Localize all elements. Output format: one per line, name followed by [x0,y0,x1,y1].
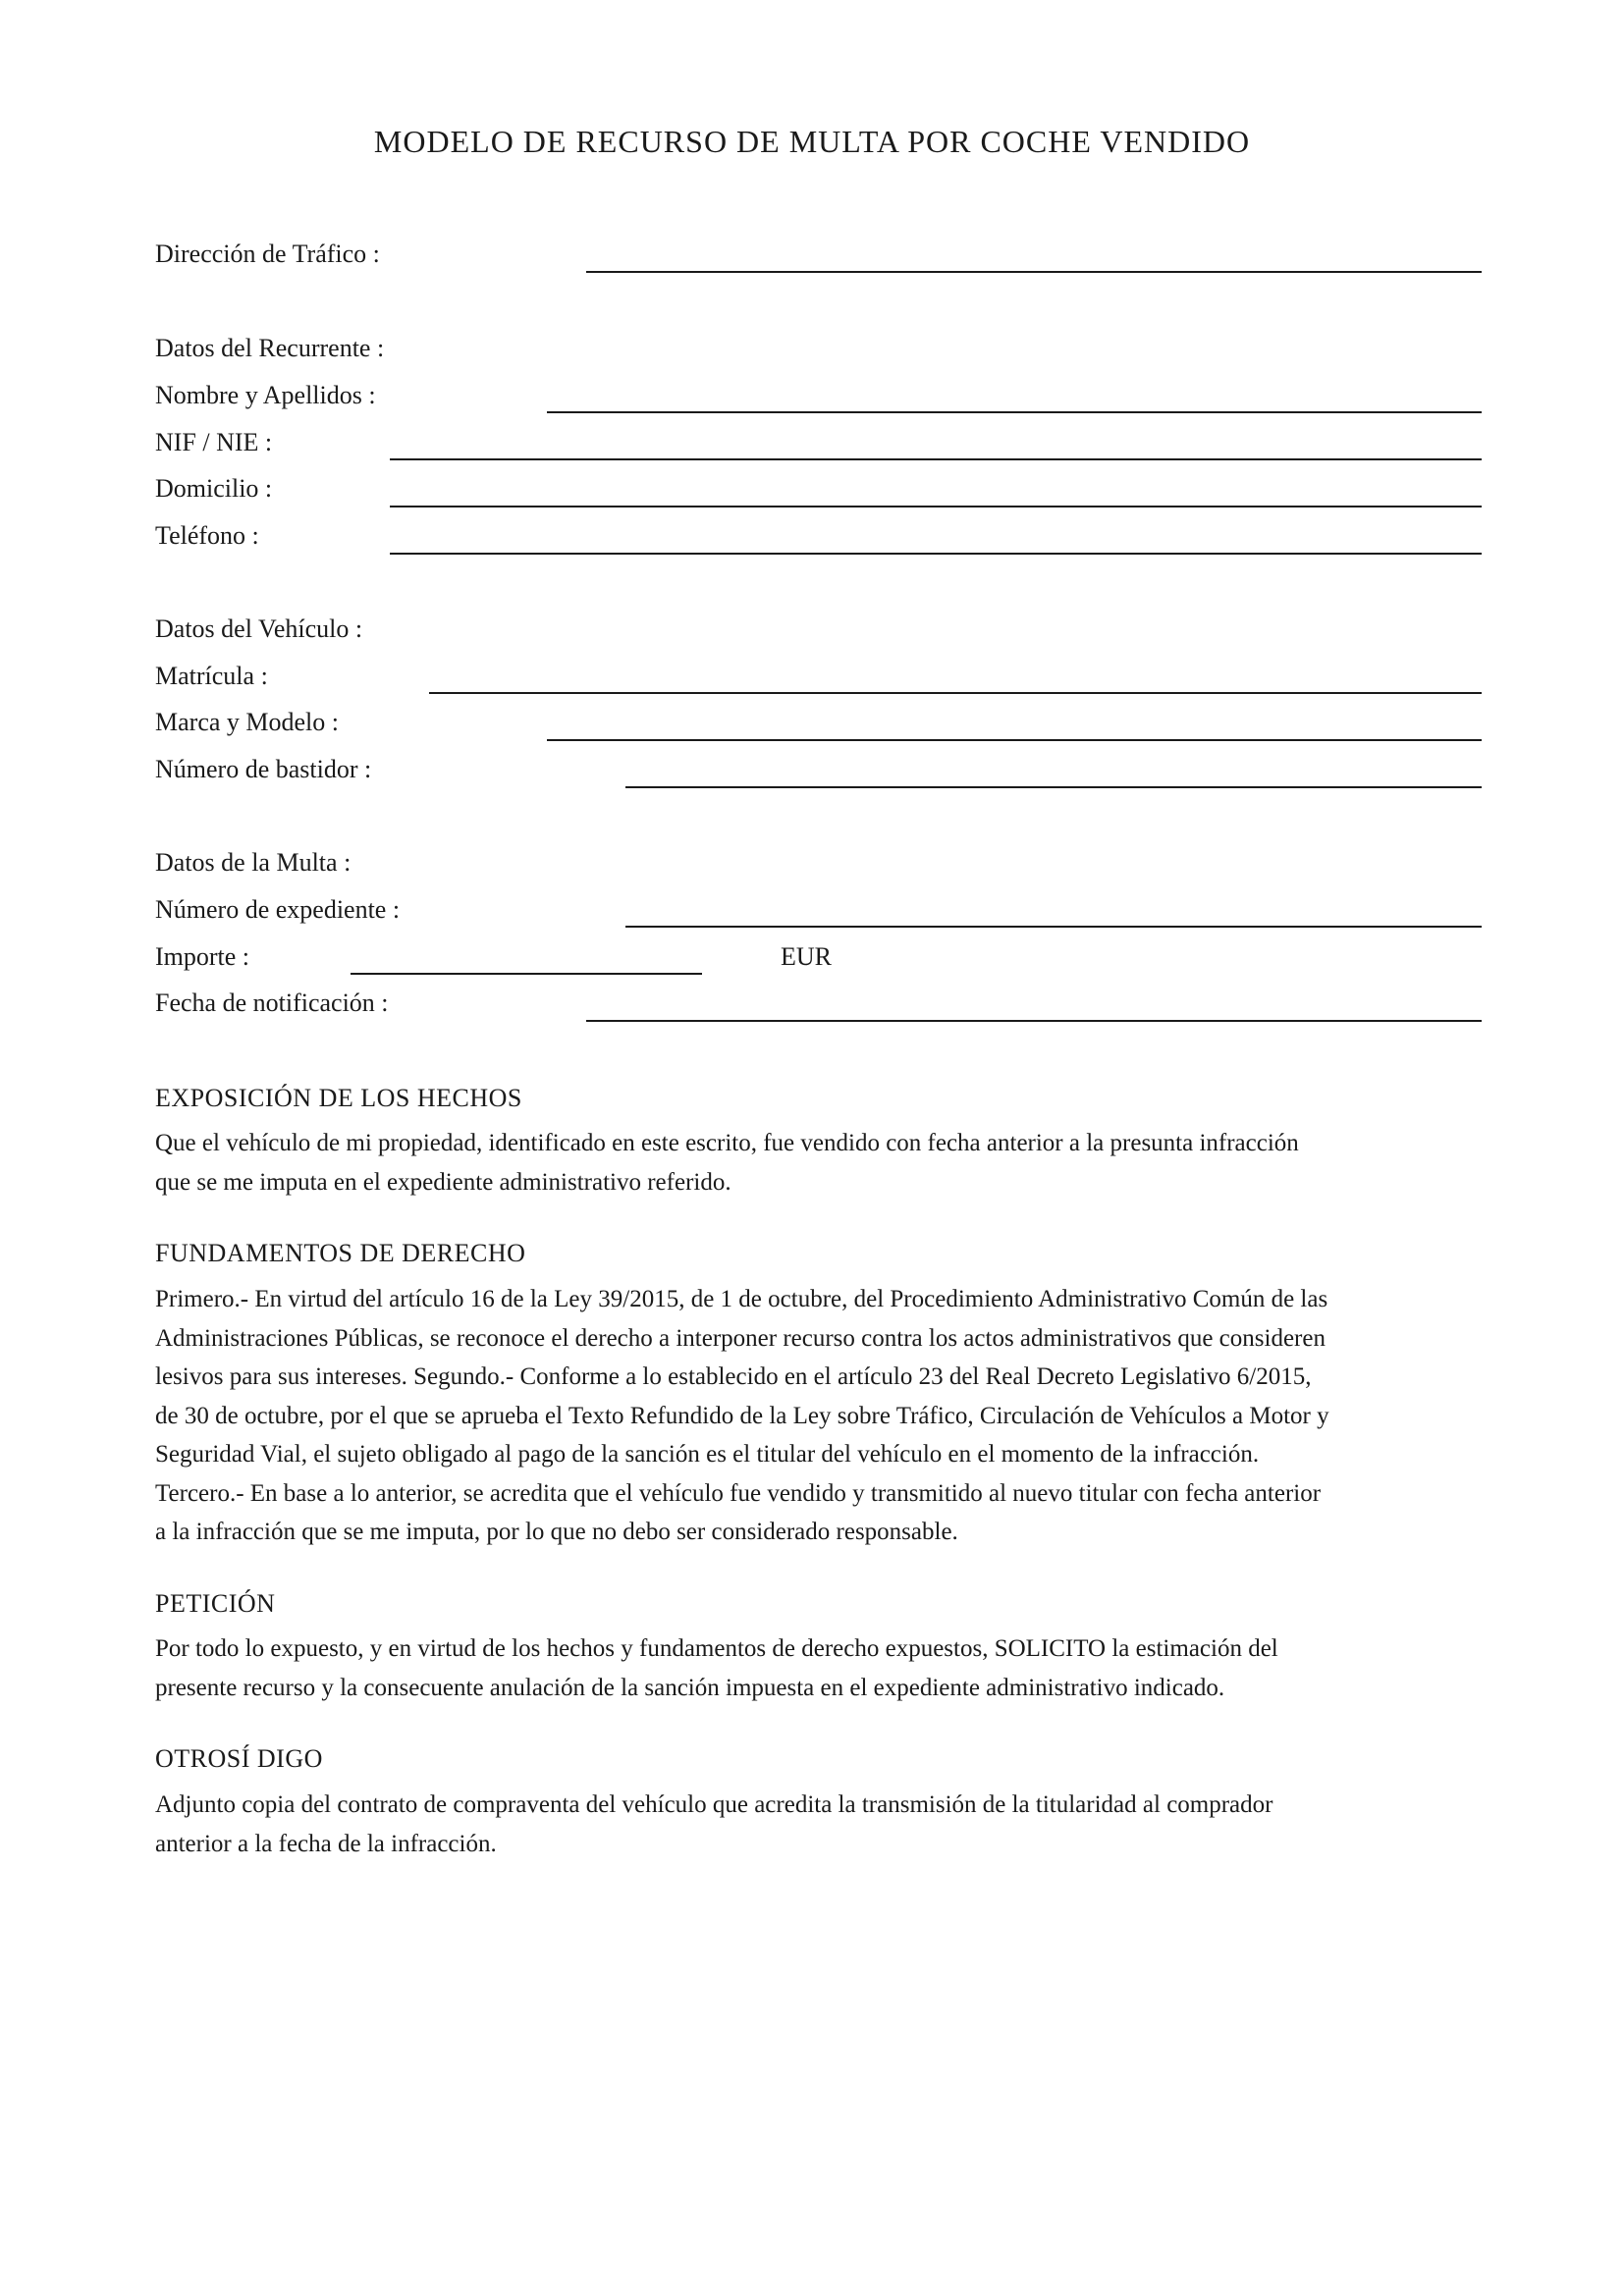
paragraph-line: Primero.- En virtud del artículo 16 de la Ley 39/2015, de 1 de octubre, del Procedimiento Administrativo Común de las [155,1286,1328,1312]
document-title: MODELO DE RECURSO DE MULTA POR COCHE VENDIDO [373,124,1251,159]
otrosi-title: OTROSÍ DIGO [155,1744,323,1773]
paragraph-line: Administraciones Públicas, se reconoce el derecho a interponer recurso contra los actos administrativos que consideren [155,1324,1326,1352]
peticion-title: PETICIÓN [155,1589,276,1618]
importe-label: Importe : [155,942,250,971]
fecha-notificacion-field[interactable] [586,1020,1482,1022]
marca-modelo-field[interactable] [547,739,1482,741]
domicilio-label: Domicilio : [155,474,273,503]
domicilio-field[interactable] [390,506,1482,507]
telefono-field[interactable] [390,553,1482,555]
paragraph-line: Seguridad Vial, el sujeto obligado al pago de la sanción es el titular del vehículo en el momento de la infracción. [155,1441,1260,1468]
telefono-label: Teléfono : [155,521,259,550]
fundamentos-paragraph [155,1280,1481,1552]
nombre-label: Nombre y Apellidos : [155,381,376,409]
paragraph-line: que se me imputa en el expediente administrativo referido. [155,1168,731,1196]
bastidor-field[interactable] [625,786,1482,788]
otrosi-paragraph [155,1786,1481,1863]
matricula-field[interactable] [429,692,1482,694]
paragraph-line: Adjunto copia del contrato de compraventa del vehículo que acredita la transmisión de la titularidad al comprador [155,1791,1273,1818]
nombre-field[interactable] [547,411,1482,413]
paragraph-line: Por todo lo expuesto, y en virtud de los hechos y fundamentos de derecho expuestos, SOLICITO la estimación del [155,1635,1278,1662]
paragraph-line: de 30 de octubre, por el que se aprueba el Texto Refundido de la Ley sobre Tráfico, Circulación de Vehículos a Motor y [155,1402,1329,1429]
paragraph-line: presente recurso y la consecuente anulación de la sanción impuesta en el expediente administrativo indicado. [155,1674,1225,1701]
nif-field[interactable] [390,458,1482,460]
expediente-field[interactable] [625,926,1482,928]
fundamentos-title: FUNDAMENTOS DE DERECHO [155,1239,526,1267]
multa-heading: Datos de la Multa : [155,848,352,877]
paragraph-line: a la infracción que se me imputa, por lo que no debo ser considerado responsable. [155,1519,958,1545]
expediente-label: Número de expediente : [155,895,401,924]
fecha-notificacion-label: Fecha de notificación : [155,988,389,1017]
direccion-trafico-label: Dirección de Tráfico : [155,240,380,268]
paragraph-line: Que el vehículo de mi propiedad, identificado en este escrito, fue vendido con fecha anterior a la presunta infracción [155,1130,1299,1156]
direccion-trafico-field[interactable] [586,271,1482,273]
importe-field[interactable] [351,973,702,975]
paragraph-line: Tercero.- En base a lo anterior, se acredita que el vehículo fue vendido y transmitido al nuevo titular con fecha anterior [155,1479,1322,1507]
recurrente-heading: Datos del Recurrente : [155,334,385,362]
exposicion-paragraph [155,1124,1481,1201]
bastidor-label: Número de bastidor : [155,755,372,783]
exposicion-title: EXPOSICIÓN DE LOS HECHOS [155,1084,522,1112]
nif-label: NIF / NIE : [155,428,273,456]
marca-modelo-label: Marca y Modelo : [155,708,340,736]
vehiculo-heading: Datos del Vehículo : [155,614,363,643]
matricula-label: Matrícula : [155,662,268,690]
peticion-paragraph [155,1629,1481,1707]
paragraph-line: lesivos para sus intereses. Segundo.- Conforme a lo establecido en el artículo 23 del Real Decreto Legislativo 6/2015, [155,1363,1312,1390]
importe-unit: EUR [781,942,832,971]
paragraph-line: anterior a la fecha de la infracción. [155,1830,497,1857]
